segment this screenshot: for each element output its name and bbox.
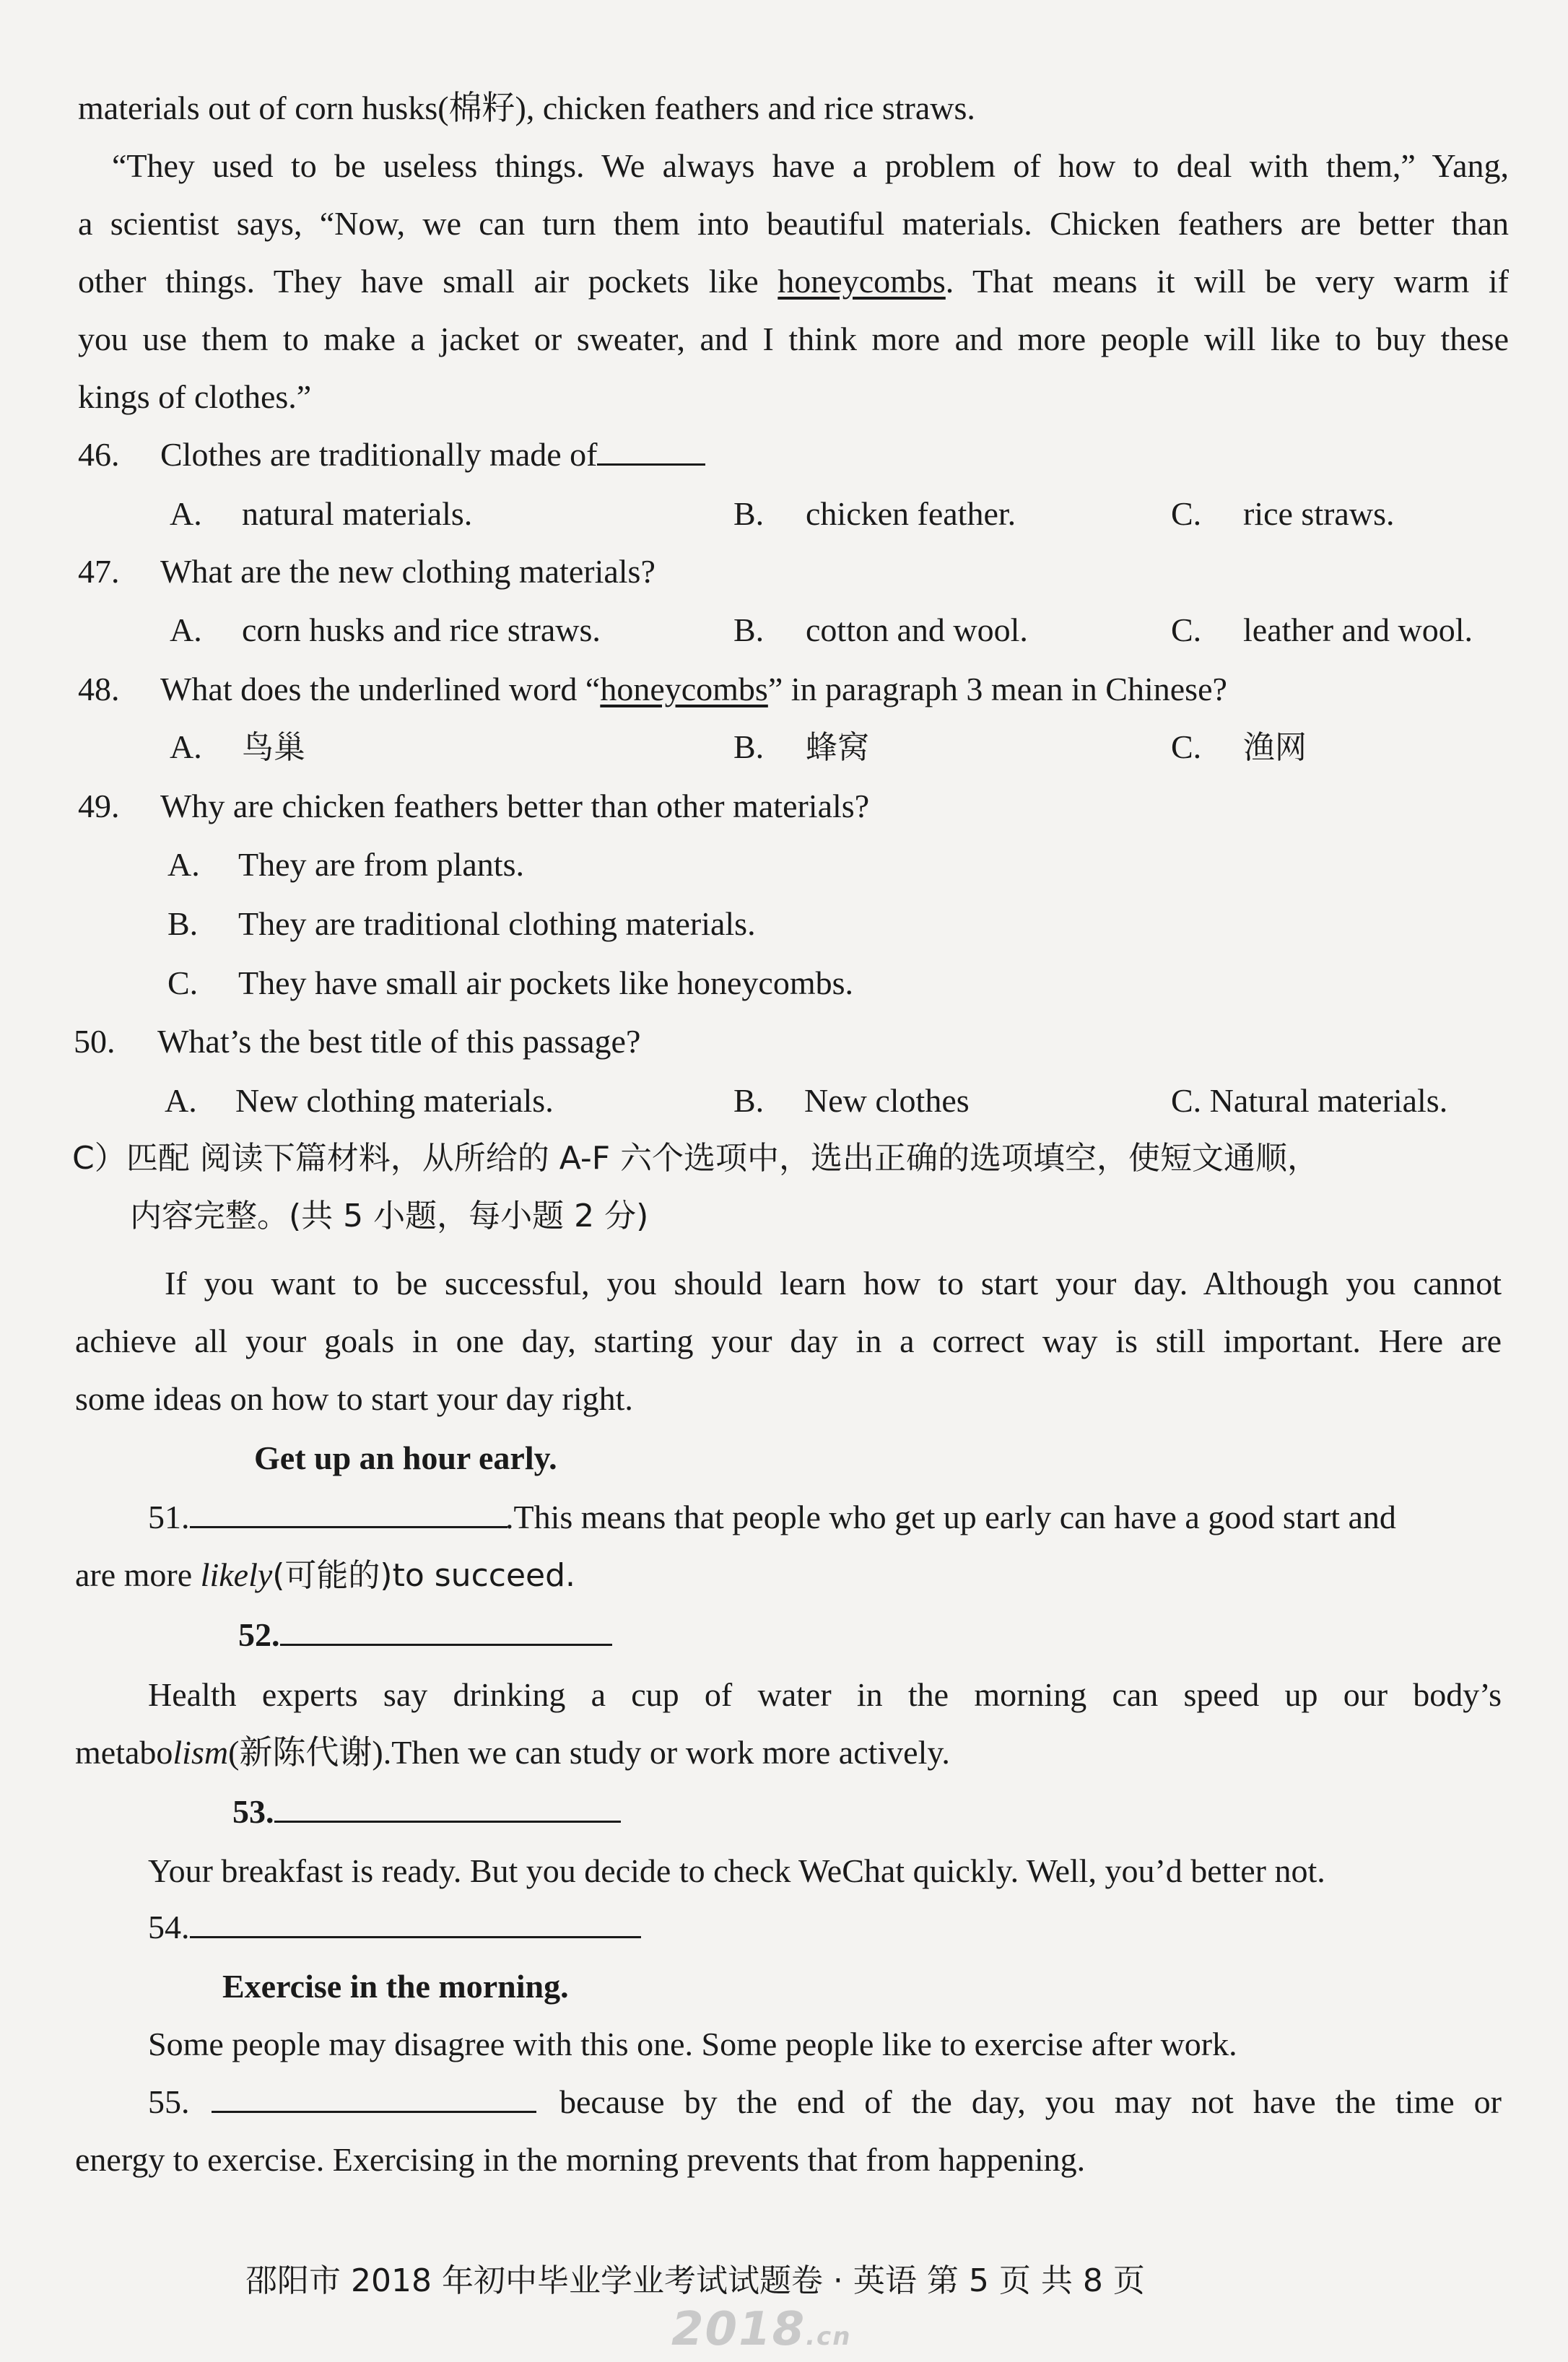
blank-51: 51. (148, 1496, 508, 1539)
answer-blank (190, 1496, 508, 1528)
passage-line: kings of clothes.” (78, 378, 312, 415)
passage-line: materials out of corn husks(棉籽), chicken feathers and rice straws. (78, 90, 975, 126)
site-watermark: 2018.cn (671, 2303, 852, 2356)
question-number: 49. (78, 788, 120, 824)
option-a: A. New clothing materials. (165, 1082, 554, 1119)
blank-52: 52. (238, 1613, 612, 1657)
question-stem: What’s the best title of this passage? (157, 1023, 641, 1060)
option-a: A. corn husks and rice straws. (170, 611, 601, 648)
section-heading: C）匹配 阅读下篇材料，从所给的 A-F 六个选项中，选出正确的选项填空，使短文通顺， (72, 1140, 1319, 1177)
passage-line: a scientist says, “Now, we can turn them into beautiful materials. Chicken feathers are better than (78, 205, 1509, 242)
blank-54: 54. (148, 1906, 641, 1949)
paragraph-line: Health experts say drinking a cup of water in the morning can speed up our body’s (148, 1676, 1502, 1713)
question-number: 48. (78, 671, 120, 707)
passage-line: you use them to make a jacket or sweater, and I think more and more people will like to buy these (78, 321, 1509, 357)
section-heading: 内容完整。(共 5 小题，每小题 2 分) (130, 1198, 649, 1234)
question-text: Clothes are traditionally made of (160, 436, 598, 473)
paragraph-line: achieve all your goals in one day, starting your day in a correct way is still important. Here are (75, 1322, 1502, 1359)
answer-blank (274, 1790, 621, 1823)
answer-blank (190, 1906, 641, 1938)
option-a: A. natural materials. (170, 495, 473, 532)
option-b: B. New clothes (733, 1082, 970, 1119)
paragraph-line: Some people may disagree with this one. Some people like to exercise after work. (148, 2026, 1237, 2062)
option-c: C. 渔网 (1171, 728, 1307, 766)
paragraph-line: energy to exercise. Exercising in the morning prevents that from happening. (75, 2141, 1086, 2178)
paragraph-line: are more likely(可能的)to succeed. (75, 1556, 576, 1594)
paragraph-line: .This means that people who get up early can have a good start and (505, 1499, 1396, 1535)
answer-blank (212, 2080, 536, 2113)
paragraph-line: If you want to be successful, you should learn how to start your day. Although you cannot (165, 1265, 1502, 1302)
option-b: B. chicken feather. (733, 495, 1016, 532)
option-c: C. rice straws. (1171, 495, 1395, 532)
option-a: A. 鸟巢 (170, 728, 305, 766)
option-c: C. Natural materials. (1171, 1082, 1448, 1119)
question-stem: What are the new clothing materials? (160, 553, 655, 590)
passage-text: . That means it will be very warm if (945, 263, 1509, 300)
paragraph-line: metabolism(新陈代谢).Then we can study or work more actively. (75, 1734, 950, 1771)
question-number: 46. (78, 436, 120, 473)
underlined-word: honeycombs (600, 671, 768, 707)
subheading: Get up an hour early. (254, 1439, 557, 1476)
option-b: B. 蜂窝 (733, 728, 869, 766)
subheading: Exercise in the morning. (222, 1968, 569, 2005)
question-stem (160, 433, 705, 476)
question-number: 50. (74, 1023, 116, 1060)
page-footer: 邵阳市 2018 年初中毕业学业考试试题卷 · 英语 第 5 页 共 8 页 (245, 2262, 1145, 2299)
option-b: B. cotton and wool. (733, 611, 1028, 648)
paragraph-line: Your breakfast is ready. But you decide to check WeChat quickly. Well, you’d better not. (148, 1852, 1325, 1889)
answer-blank (597, 433, 705, 466)
blank-55: 55. (148, 2080, 536, 2124)
question-stem: What does the underlined word “honeycombs” in paragraph 3 mean in Chinese? (160, 671, 1227, 707)
paragraph-line: because by the end of the day, you may not have the time or (559, 2083, 1502, 2120)
paragraph-line: some ideas on how to start your day right. (75, 1380, 633, 1417)
option-c: C. They have small air pockets like honeycombs. (167, 964, 854, 1001)
option-b: B. They are traditional clothing materials. (167, 905, 756, 942)
option-c: C. leather and wool. (1171, 611, 1473, 648)
option-a: A. They are from plants. (167, 846, 524, 883)
passage-line: “They used to be useless things. We always have a problem of how to deal with them,” Yang, (112, 147, 1509, 184)
question-number: 47. (78, 553, 120, 590)
passage-line (78, 260, 1509, 303)
underlined-word: honeycombs (778, 263, 946, 300)
passage-text: other things. They have small air pockets like (78, 263, 778, 300)
blank-53: 53. (232, 1790, 621, 1834)
answer-blank (280, 1613, 612, 1646)
question-stem: Why are chicken feathers better than other materials? (160, 788, 870, 824)
